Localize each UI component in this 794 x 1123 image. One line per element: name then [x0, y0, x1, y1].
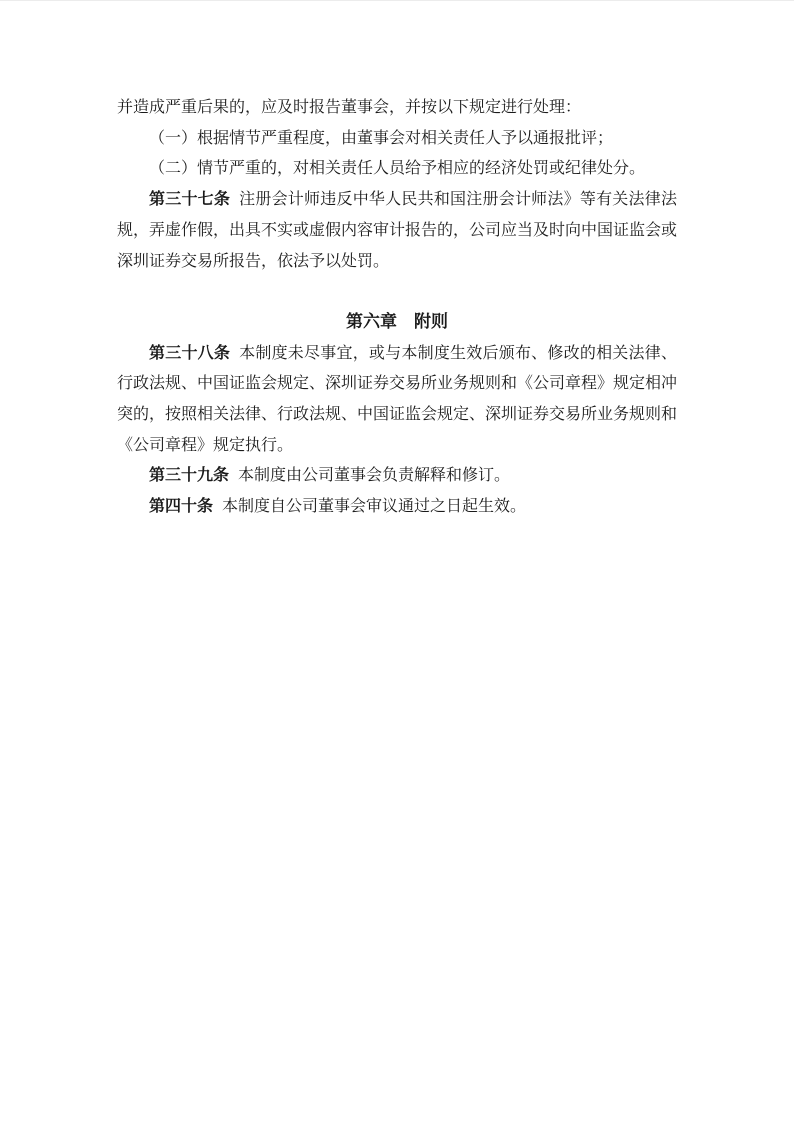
article-37-label: 第三十七条 — [149, 189, 231, 209]
article-39-label: 第三十九条 — [149, 465, 230, 485]
list-item-1: （一）根据情节严重程度，由董事会对相关责任人予以通报批评； — [149, 127, 614, 147]
article-40-label: 第四十条 — [149, 496, 214, 516]
article-38-text: 本制度未尽事宜，或与本制度生效后颁布、修改的相关法律、行政法规、中国证监会规定、深圳证券交易所业务规则和《公司章程》规定相冲突的，按照相关法律、行政法规、中国证监会规定、深圳证券交易所业务规则和《公司章程》规定执行。 — [117, 342, 678, 454]
article-37-text: 注册会计师违反中华人民共和国注册会计师法》等有关法律法规，弄虚作假，出具不实或虚假内容审计报告的，公司应当及时向中国证监会或深圳证券交易所报告，依法予以处罚。 — [117, 189, 678, 270]
document-body — [117, 92, 677, 522]
article-40-paragraph — [117, 491, 677, 522]
article-39-text: 本制度由公司董事会负责解释和修订。 — [238, 465, 511, 485]
chapter-heading: 第六章 附则 — [346, 311, 448, 332]
article-39-paragraph — [117, 460, 677, 491]
article-37-paragraph — [117, 184, 677, 276]
article-38-paragraph — [117, 338, 677, 461]
list-item-2: （二）情节严重的，对相关责任人员给予相应的经济处罚或纪律处分。 — [149, 158, 646, 178]
paragraph-continuation: 并造成严重后果的，应及时报告董事会，并按以下规定进行处理： — [117, 97, 582, 116]
article-38-label: 第三十八条 — [149, 342, 231, 362]
article-40-text: 本制度自公司董事会审议通过之日起生效。 — [222, 496, 527, 516]
